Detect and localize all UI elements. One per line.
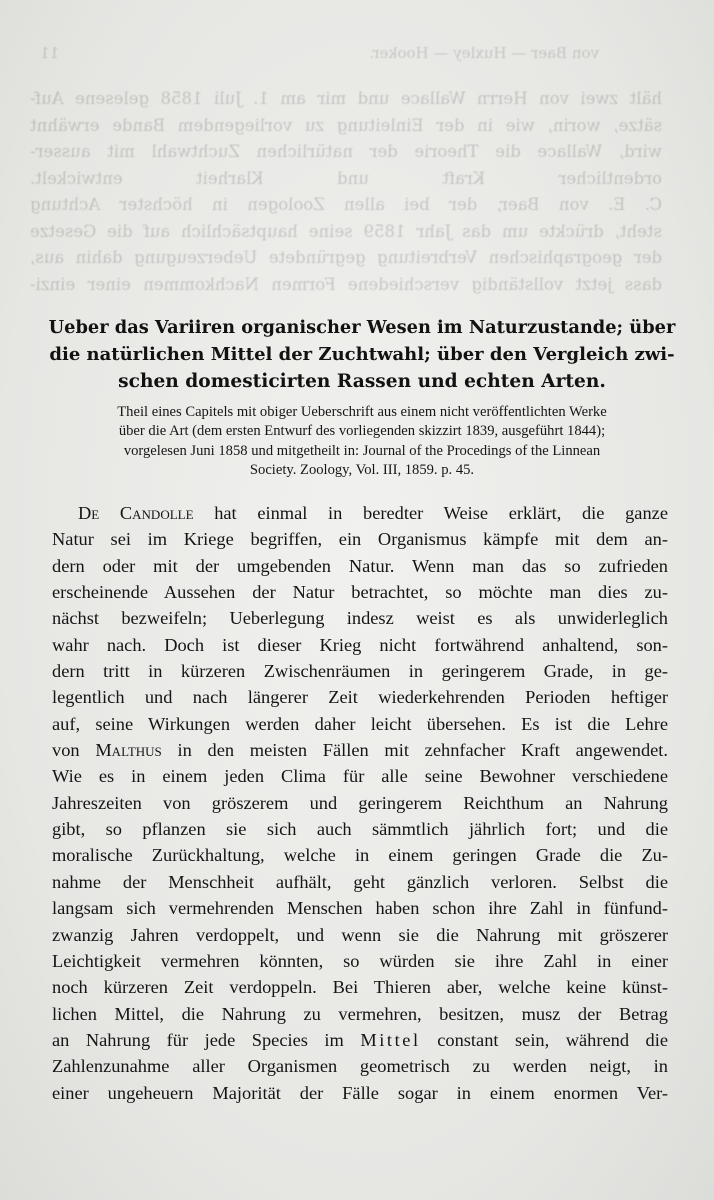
body-line-text: constant sein, während die — [420, 1029, 668, 1050]
body-line: dern oder mit der umgebenden Natur. Wenn man das so zufrieden — [52, 555, 668, 576]
bleed-through-running-head: von Baer — Huxley — Hooker. — [369, 44, 599, 62]
body-line: noch kürzeren Zeit verdoppeln. Bei Thieren aber, welche keine künst- — [52, 977, 668, 998]
body-line: auf, seine Wirkungen werden daher leicht übersehen. Es ist die Lehre — [52, 713, 668, 734]
body-line: nahme der Menschheit aufhält, geht gänzlich verloren. Selbst die — [52, 871, 668, 892]
bleed-through-line: hält zwei von Herrn Wallace und mir am 1. Juli 1858 gelesene Auf- — [30, 89, 662, 108]
body-line: dern tritt in kürzeren Zwischenräumen in geringerem Grade, in ge- — [52, 661, 668, 682]
body-line-text: hat einmal in beredter Weise erklärt, die ganze — [193, 503, 668, 523]
source-note-line: Theil eines Capitels mit obiger Ueberschrift aus einem nicht veröffentlichten Werke — [117, 404, 607, 420]
bleed-through-line: der geographischen Verbreitung gegründete Ueberzeugung dahin aus, — [30, 248, 662, 267]
bleed-through-page-number: 11 — [40, 44, 60, 62]
body-line — [52, 737, 668, 763]
body-line: moralische Zurückhaltung, welche in einem geringen Grade die Zu- — [52, 845, 668, 866]
title-line: Ueber das Variiren organischer Wesen im Naturzustande; über — [48, 317, 676, 338]
body-line-text: von — [52, 740, 96, 761]
body-text — [52, 500, 668, 1106]
body-line: erscheinende Aussehen der Natur betrachtet, so möchte man dies zu- — [52, 582, 668, 603]
bleed-through-line: sätze, worin, wie in der Einleitung zu vorliegendem Bande erwähnt — [30, 115, 662, 135]
body-line: zwanzig Jahren verdoppelt, und wenn sie die Nahrung mit gröszerer — [52, 924, 668, 945]
body-line — [52, 1027, 668, 1053]
chapter-title — [48, 314, 676, 395]
body-line: Jahreszeiten von gröszerem und geringerem Reichthum an Nahrung — [52, 792, 668, 813]
emphasis-spaced-mittel: Mittel — [360, 1029, 421, 1050]
title-line: die natürlichen Mittel der Zuchtwahl; über den Vergleich zwi- — [49, 344, 675, 365]
bleed-through-reverse-text — [0, 0, 714, 300]
body-line: einer ungeheuern Majorität der Fälle sogar in einem enormen Ver- — [52, 1082, 668, 1103]
bleed-through-line: C. E. von Baer, der bei allen Zoologen in höchster Achtung — [30, 195, 662, 214]
author-name-malthus: Malthus — [95, 740, 162, 761]
body-line: gibt, so pflanzen sie sich auch sämmtlich jährlich fort; und die — [52, 819, 668, 840]
bleed-through-line: wird, Wallace die Theorie der natürlichen Zuchtwahl mit ausser- — [30, 142, 662, 161]
body-line: wahr nach. Doch ist dieser Krieg nicht fortwährend anhaltend, son- — [52, 634, 668, 655]
bleed-through-line: dass jetzt vollständig verschiedene Formen Nachkommen einer einzi- — [30, 274, 662, 294]
bleed-through-line: ordentlicher Kraft und Klarheit entwickelt. — [30, 168, 662, 188]
body-line: Leichtigkeit vermehren könnten, so würden sie ihre Zahl in einer — [52, 950, 668, 971]
source-note-line: vorgelesen Juni 1858 und mitgetheilt in: Journal of the Procedings of the Linnean — [123, 442, 601, 459]
author-name-de-candolle: De Candolle — [78, 503, 194, 523]
bleed-through-header — [40, 44, 669, 64]
bleed-through-lines — [30, 86, 662, 298]
source-note-line: über die Art (dem ersten Entwurf des vorliegenden skizzirt 1839, ausgeführt 1844); — [118, 423, 606, 440]
body-line: Zahlenzunahme aller Organismen geometrisch zu werden neigt, in — [52, 1056, 668, 1077]
source-note-line: Society. Zoology, Vol. III, 1859. p. 45. — [249, 462, 475, 479]
body-line-text: an Nahrung für jede Species im — [52, 1029, 361, 1050]
body-line: Wie es in einem jeden Clima für alle seine Bewohner verschiedene — [52, 766, 668, 787]
body-line-text: in den meisten Fällen mit zehnfacher Kraft angewendet. — [161, 740, 669, 761]
body-line: legentlich und nach längerer Zeit wiederkehrenden Perioden heftiger — [52, 687, 668, 708]
body-line: nächst bezweifeln; Ueberlegung indesz weist es als unwiderleglich — [52, 608, 668, 629]
body-line: langsam sich vermehrenden Menschen haben schon ihre Zahl in fünfund- — [52, 898, 668, 919]
bleed-through-line: steht, drückte um das Jahr 1859 seine hauptsächlich auf die Gesetze — [30, 221, 662, 241]
body-line — [52, 500, 668, 526]
body-line: lichen Mittel, die Nahrung zu vermehren, besitzen, musz der Betrag — [52, 1003, 668, 1024]
body-line: Natur sei im Kriege begriffen, ein Organismus kämpfe mit dem an- — [52, 529, 668, 550]
title-line: schen domesticirten Rassen und echten Arten. — [118, 371, 606, 392]
source-note — [50, 403, 674, 481]
